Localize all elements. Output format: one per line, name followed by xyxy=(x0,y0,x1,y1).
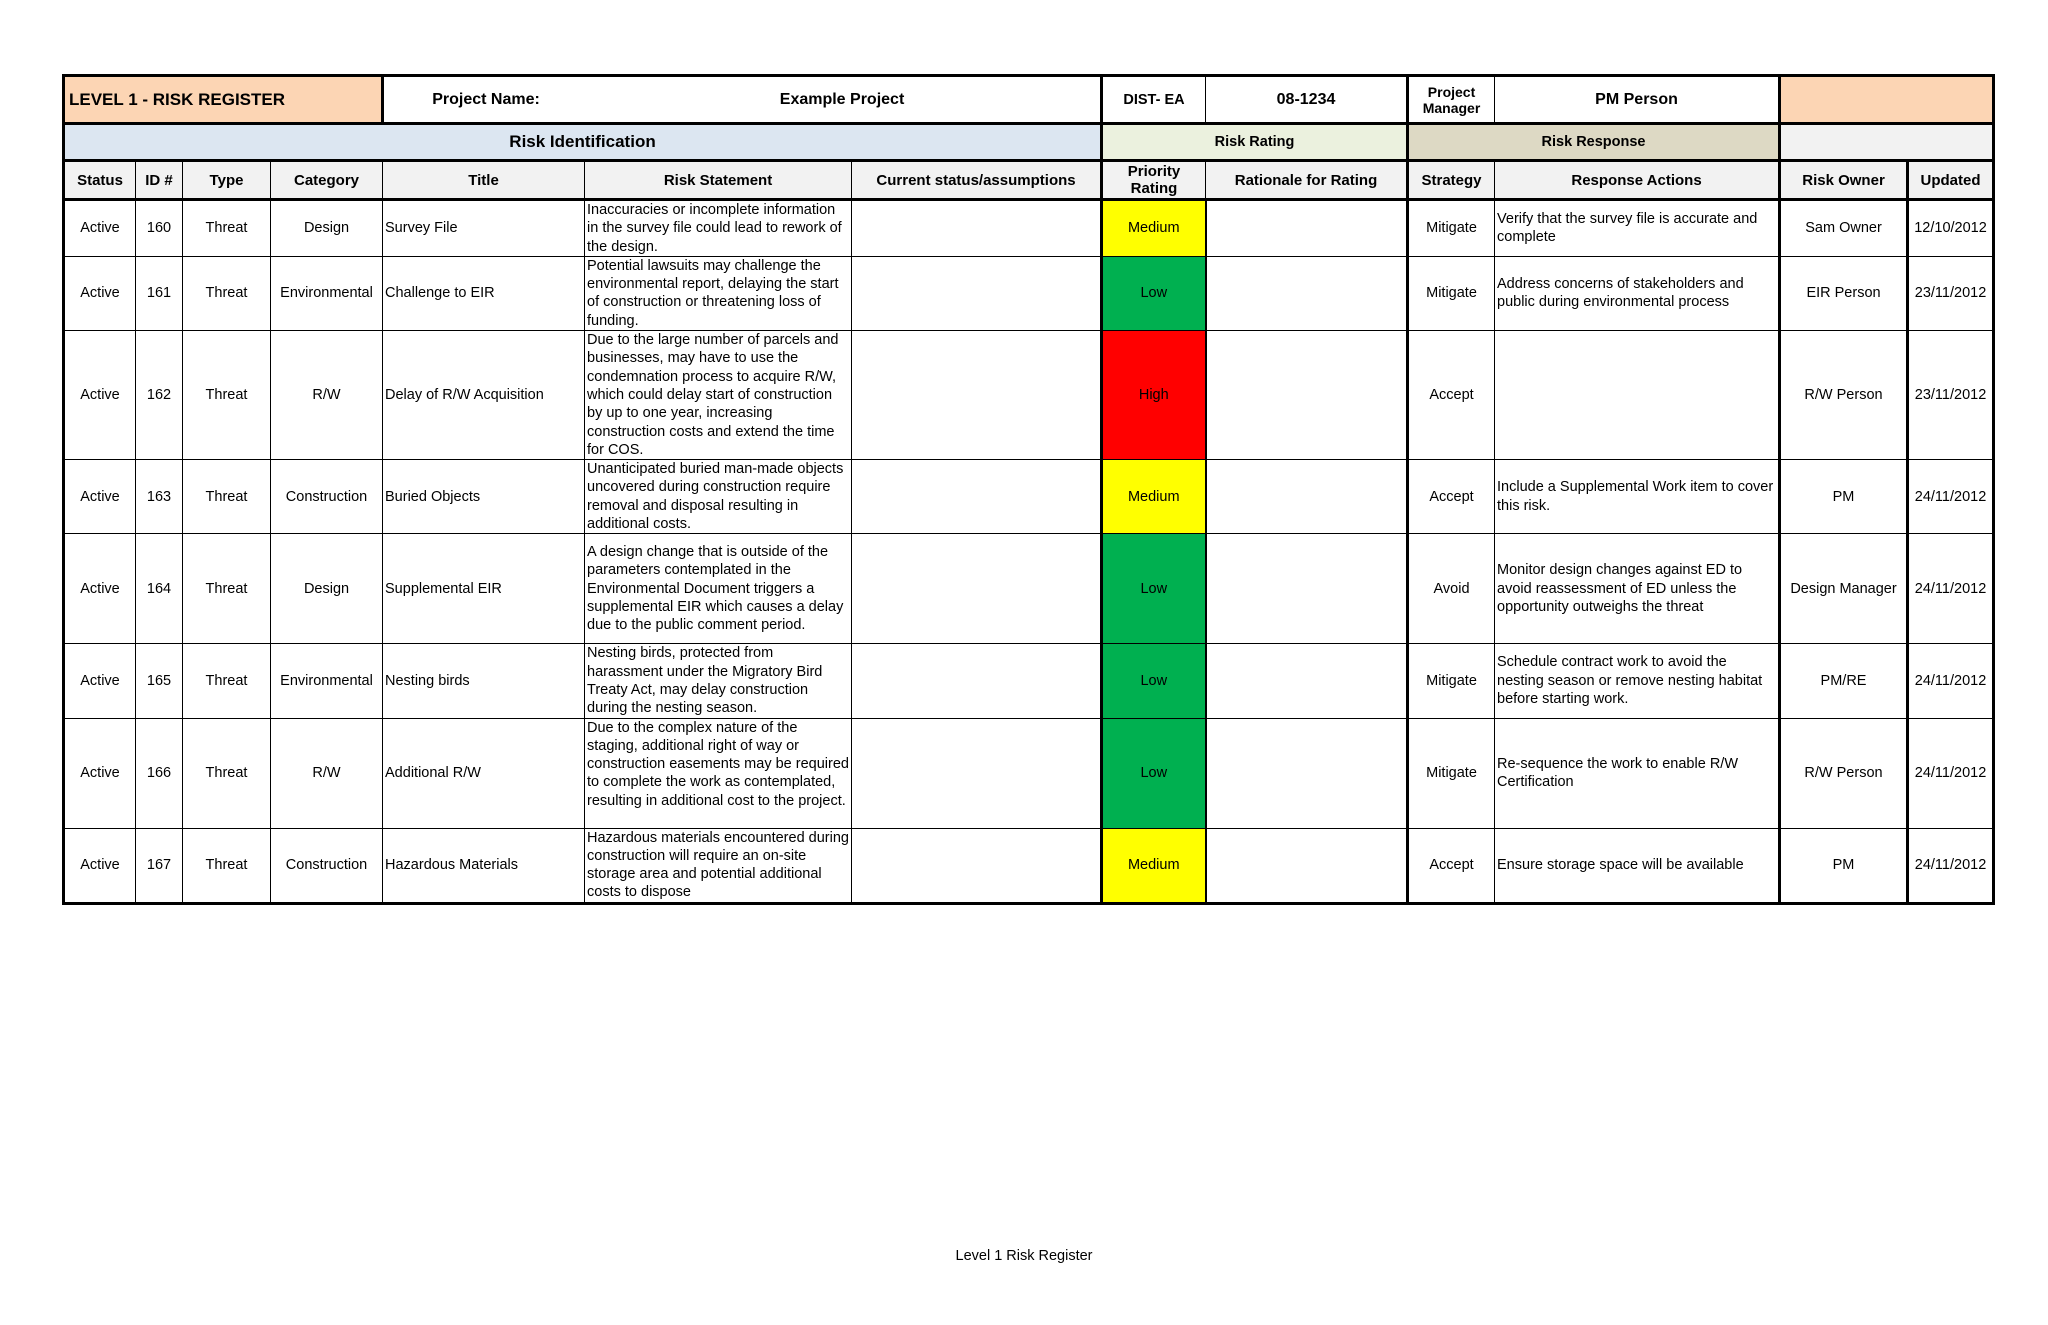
col-statement: Risk Statement xyxy=(585,161,852,200)
cell-priority: Medium xyxy=(1102,828,1206,903)
cell-id: 167 xyxy=(136,828,183,903)
cell-title: Survey File xyxy=(383,200,585,257)
cell-current xyxy=(852,331,1102,460)
cell-current xyxy=(852,200,1102,257)
cell-rationale xyxy=(1206,644,1408,718)
cell-strategy: Avoid xyxy=(1408,534,1495,644)
cell-rationale xyxy=(1206,534,1408,644)
project-name-value: Example Project xyxy=(779,90,905,108)
table-row xyxy=(64,828,1994,903)
cell-strategy: Mitigate xyxy=(1408,718,1495,828)
table-row xyxy=(64,200,1994,257)
cell-priority: Low xyxy=(1102,718,1206,828)
cell-status: Active xyxy=(64,256,136,330)
cell-status: Active xyxy=(64,534,136,644)
cell-type: Threat xyxy=(183,460,271,534)
cell-rationale xyxy=(1206,718,1408,828)
cell-category: Design xyxy=(271,534,383,644)
header-row xyxy=(64,76,1994,124)
table-row xyxy=(64,256,1994,330)
cell-rationale xyxy=(1206,828,1408,903)
cell-updated: 12/10/2012 xyxy=(1908,200,1994,257)
cell-title: Challenge to EIR xyxy=(383,256,585,330)
cell-status: Active xyxy=(64,460,136,534)
cell-owner: PM xyxy=(1780,828,1908,903)
section-rating: Risk Rating xyxy=(1102,124,1408,161)
cell-actions: Address concerns of stakeholders and public during environmental process xyxy=(1495,256,1780,330)
table-row xyxy=(64,534,1994,644)
cell-category: Construction xyxy=(271,460,383,534)
register-title: LEVEL 1 - RISK REGISTER xyxy=(64,76,383,124)
cell-title: Additional R/W xyxy=(383,718,585,828)
cell-category: R/W xyxy=(271,718,383,828)
cell-rationale xyxy=(1206,331,1408,460)
cell-updated: 24/11/2012 xyxy=(1908,718,1994,828)
cell-actions: Re-sequence the work to enable R/W Certification xyxy=(1495,718,1780,828)
project-manager-value: PM Person xyxy=(1495,76,1780,124)
cell-id: 163 xyxy=(136,460,183,534)
cell-actions: Verify that the survey file is accurate and complete xyxy=(1495,200,1780,257)
cell-priority: High xyxy=(1102,331,1206,460)
risk-register-table xyxy=(62,74,1995,905)
project-name-label: Project Name: xyxy=(432,90,540,108)
cell-category: Design xyxy=(271,200,383,257)
col-priority: Priority Rating xyxy=(1102,161,1206,200)
cell-owner: EIR Person xyxy=(1780,256,1908,330)
page-footer: Level 1 Risk Register xyxy=(955,1248,1093,1264)
cell-owner: R/W Person xyxy=(1780,331,1908,460)
cell-type: Threat xyxy=(183,331,271,460)
cell-statement: Inaccuracies or incomplete information in the survey file could lead to rework of the design. xyxy=(585,200,852,257)
table-row xyxy=(64,718,1994,828)
cell-current xyxy=(852,460,1102,534)
cell-priority: Low xyxy=(1102,534,1206,644)
cell-id: 166 xyxy=(136,718,183,828)
cell-statement: Due to the large number of parcels and businesses, may have to use the condemnation process to acquire R/W, which could delay start of construction by up to one year, increasing construction costs and extend the time for COS. xyxy=(585,331,852,460)
cell-status: Active xyxy=(64,828,136,903)
cell-current xyxy=(852,256,1102,330)
cell-current xyxy=(852,644,1102,718)
cell-statement: Hazardous materials encountered during construction will require an on-site storage area and potential additional costs to dispose xyxy=(585,828,852,903)
cell-category: Environmental xyxy=(271,256,383,330)
table-row xyxy=(64,644,1994,718)
cell-type: Threat xyxy=(183,256,271,330)
section-row xyxy=(64,124,1994,161)
cell-category: Environmental xyxy=(271,644,383,718)
cell-category: R/W xyxy=(271,331,383,460)
cell-owner: R/W Person xyxy=(1780,718,1908,828)
cell-strategy: Mitigate xyxy=(1408,256,1495,330)
column-header-row xyxy=(64,161,1994,200)
col-category: Category xyxy=(271,161,383,200)
dist-ea-value: 08-1234 xyxy=(1206,76,1408,124)
cell-strategy: Mitigate xyxy=(1408,644,1495,718)
dist-ea-label: DIST- EA xyxy=(1102,76,1206,124)
project-manager-label: Project Manager xyxy=(1408,76,1495,124)
cell-statement: Due to the complex nature of the staging, additional right of way or construction easements may be required to complete the work as contemplated, resulting in additional cost to the project. xyxy=(585,718,852,828)
col-id: ID # xyxy=(136,161,183,200)
col-status: Status xyxy=(64,161,136,200)
cell-updated: 24/11/2012 xyxy=(1908,534,1994,644)
cell-type: Threat xyxy=(183,200,271,257)
cell-statement: A design change that is outside of the parameters contemplated in the Environmental Document triggers a supplemental EIR which causes a delay due to the public comment period. xyxy=(585,534,852,644)
cell-statement: Nesting birds, protected from harassment under the Migratory Bird Treaty Act, may delay construction during the nesting season. xyxy=(585,644,852,718)
col-actions: Response Actions xyxy=(1495,161,1780,200)
cell-actions: Schedule contract work to avoid the nesting season or remove nesting habitat before starting work. xyxy=(1495,644,1780,718)
cell-actions xyxy=(1495,331,1780,460)
cell-actions: Include a Supplemental Work item to cover this risk. xyxy=(1495,460,1780,534)
cell-owner: Sam Owner xyxy=(1780,200,1908,257)
cell-status: Active xyxy=(64,644,136,718)
table-row xyxy=(64,460,1994,534)
cell-id: 162 xyxy=(136,331,183,460)
cell-updated: 24/11/2012 xyxy=(1908,828,1994,903)
cell-strategy: Accept xyxy=(1408,331,1495,460)
cell-id: 165 xyxy=(136,644,183,718)
col-title: Title xyxy=(383,161,585,200)
table-row xyxy=(64,331,1994,460)
cell-statement: Potential lawsuits may challenge the environmental report, delaying the start of construction or threatening loss of funding. xyxy=(585,256,852,330)
cell-rationale xyxy=(1206,460,1408,534)
cell-actions: Ensure storage space will be available xyxy=(1495,828,1780,903)
project-name-cell xyxy=(383,76,1102,124)
cell-strategy: Mitigate xyxy=(1408,200,1495,257)
cell-current xyxy=(852,718,1102,828)
cell-priority: Low xyxy=(1102,644,1206,718)
section-response: Risk Response xyxy=(1408,124,1780,161)
col-owner: Risk Owner xyxy=(1780,161,1908,200)
col-current: Current status/assumptions xyxy=(852,161,1102,200)
cell-priority: Medium xyxy=(1102,200,1206,257)
cell-updated: 24/11/2012 xyxy=(1908,460,1994,534)
cell-rationale xyxy=(1206,200,1408,257)
cell-owner: Design Manager xyxy=(1780,534,1908,644)
risk-register-sheet xyxy=(62,74,1992,905)
cell-priority: Medium xyxy=(1102,460,1206,534)
cell-title: Delay of R/W Acquisition xyxy=(383,331,585,460)
col-updated: Updated xyxy=(1908,161,1994,200)
cell-updated: 23/11/2012 xyxy=(1908,331,1994,460)
cell-rationale xyxy=(1206,256,1408,330)
cell-id: 164 xyxy=(136,534,183,644)
cell-updated: 24/11/2012 xyxy=(1908,644,1994,718)
cell-priority: Low xyxy=(1102,256,1206,330)
cell-current xyxy=(852,828,1102,903)
cell-type: Threat xyxy=(183,828,271,903)
cell-type: Threat xyxy=(183,644,271,718)
cell-type: Threat xyxy=(183,718,271,828)
cell-statement: Unanticipated buried man-made objects uncovered during construction require removal and disposal resulting in additional costs. xyxy=(585,460,852,534)
cell-owner: PM xyxy=(1780,460,1908,534)
cell-title: Nesting birds xyxy=(383,644,585,718)
col-strategy: Strategy xyxy=(1408,161,1495,200)
col-type: Type xyxy=(183,161,271,200)
cell-strategy: Accept xyxy=(1408,460,1495,534)
cell-owner: PM/RE xyxy=(1780,644,1908,718)
cell-title: Supplemental EIR xyxy=(383,534,585,644)
cell-strategy: Accept xyxy=(1408,828,1495,903)
cell-updated: 23/11/2012 xyxy=(1908,256,1994,330)
cell-title: Buried Objects xyxy=(383,460,585,534)
cell-type: Threat xyxy=(183,534,271,644)
cell-id: 161 xyxy=(136,256,183,330)
header-blank xyxy=(1780,76,1994,124)
cell-status: Active xyxy=(64,718,136,828)
cell-status: Active xyxy=(64,331,136,460)
cell-current xyxy=(852,534,1102,644)
cell-id: 160 xyxy=(136,200,183,257)
section-identification: Risk Identification xyxy=(64,124,1102,161)
col-rationale: Rationale for Rating xyxy=(1206,161,1408,200)
cell-status: Active xyxy=(64,200,136,257)
cell-title: Hazardous Materials xyxy=(383,828,585,903)
cell-actions: Monitor design changes against ED to avoid reassessment of ED unless the opportunity outweighs the threat xyxy=(1495,534,1780,644)
cell-category: Construction xyxy=(271,828,383,903)
section-blank xyxy=(1780,124,1994,161)
